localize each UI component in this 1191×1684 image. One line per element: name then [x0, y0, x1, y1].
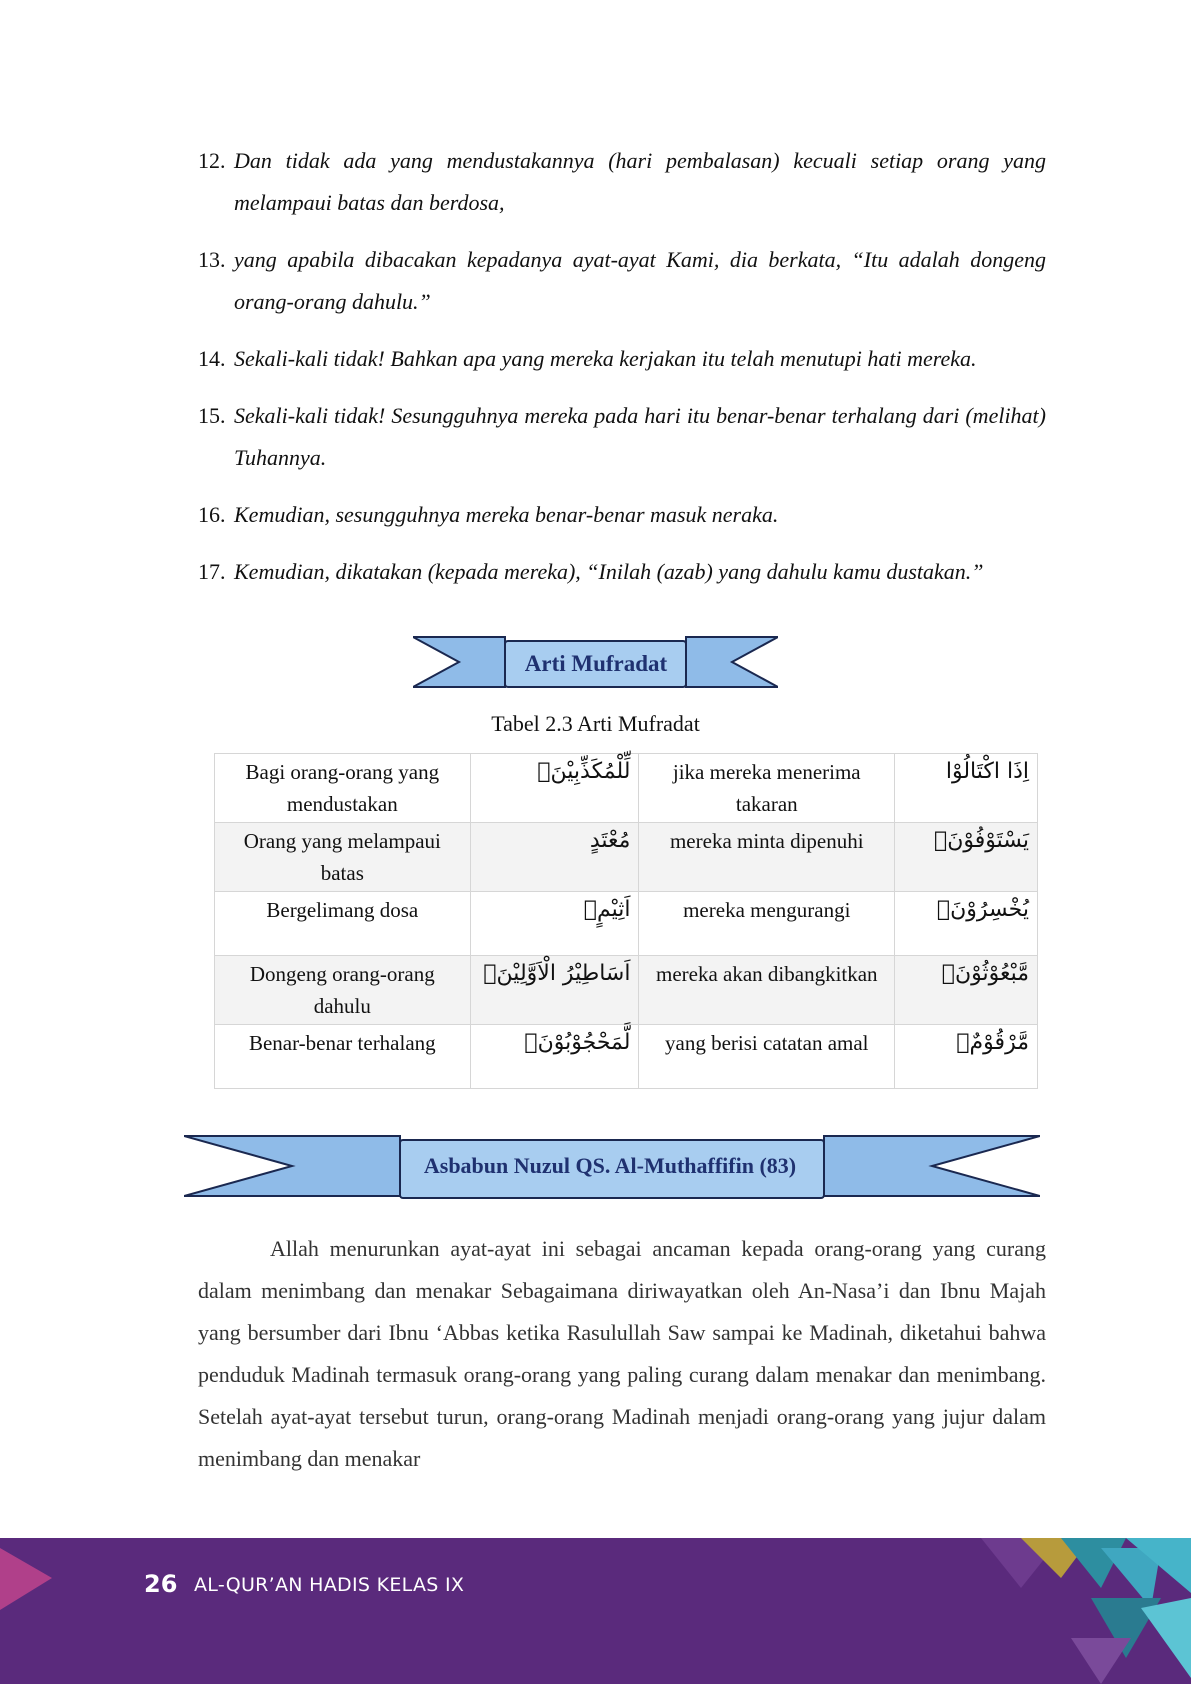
arabic-cell: يُخْسِرُوْنَۗ [895, 892, 1038, 956]
meaning-cell: yang berisi catatan amal [639, 1025, 895, 1089]
table-row [215, 892, 1038, 956]
verse-number: 14. [198, 346, 226, 371]
verse-text: yang apabila dibacakan kepadanya ayat-ayat Kami, dia berkata, “Itu adalah dongeng orang-orang dahulu.” [234, 247, 1046, 314]
meaning-cell: mereka akan dibangkitkan [639, 956, 895, 1025]
arabic-cell: اِذَا اكْتَالُوْا [895, 754, 1038, 823]
verse-number: 17. [198, 559, 226, 584]
vocabulary-table [214, 753, 1038, 1089]
meaning-cell: mereka minta dipenuhi [639, 823, 895, 892]
meaning-cell: jika mereka menerima takaran [639, 754, 895, 823]
table-row [215, 754, 1038, 823]
arabic-cell: اَسَاطِيْرُ الْاَوَّلِيْنَۗ [470, 956, 639, 1025]
paragraph-text: Allah menurunkan ayat-ayat ini sebagai ancaman kepada orang-orang yang curang dalam menimbang dan menakar Sebagaimana diriwayatkan oleh An-Nasa’i dan Ibnu Majah yang bersumber dari Ibnu ‘Abbas ketika Rasulullah Saw sampai ke Madinah, diketahui bahwa penduduk Madinah termasuk orang-orang yang paling curang dalam menakar dan menimbang. Setelah ayat-ayat tersebut turun, orang-orang Madinah menjadi orang-orang yang jujur dalam menimbang dan menakar [198, 1236, 1046, 1471]
meaning-cell: Benar-benar terhalang [215, 1025, 471, 1089]
triangle-decoration-icon [0, 1538, 60, 1618]
meaning-cell: Dongeng orang-orang dahulu [215, 956, 471, 1025]
verse-number: 12. [198, 148, 226, 173]
body-paragraph [198, 1228, 1046, 1480]
verse-number: 16. [198, 502, 226, 527]
page-number: 26 [144, 1570, 178, 1598]
arabic-cell: لَّمَحْجُوْبُوْنَۗ [470, 1025, 639, 1089]
arabic-cell: مُعْتَدٍ [470, 823, 639, 892]
meaning-cell: Bergelimang dosa [215, 892, 471, 956]
verse-item [198, 395, 1046, 479]
meaning-cell: Bagi orang-orang yang mendustakan [215, 754, 471, 823]
table-row [215, 956, 1038, 1025]
arabic-cell: لِّلْمُكَذِّبِيْنَۙ [470, 754, 639, 823]
verse-item [198, 338, 1046, 380]
verse-text: Dan tidak ada yang mendustakannya (hari pembalasan) kecuali setiap orang yang melampaui batas dan berdosa, [234, 148, 1046, 215]
page-footer [0, 1538, 1191, 1684]
verse-text: Sekali-kali tidak! Sesungguhnya mereka pada hari itu benar-benar terhalang dari (melihat) Tuhannya. [234, 403, 1046, 470]
verse-item [198, 239, 1046, 323]
verse-number: 13. [198, 247, 226, 272]
verse-item [198, 551, 1046, 593]
verse-number: 15. [198, 403, 226, 428]
arabic-cell: مَّبْعُوْثُوْنَۙ [895, 956, 1038, 1025]
arabic-cell: مَّرْقُوْمٌۙ [895, 1025, 1038, 1089]
verse-list [198, 140, 1046, 608]
geometric-decoration-icon [951, 1538, 1191, 1684]
verse-item [198, 494, 1046, 536]
verse-text: Kemudian, sesungguhnya mereka benar-benar masuk neraka. [234, 502, 779, 527]
verse-item [198, 140, 1046, 224]
book-title: AL-QUR’AN HADIS KELAS IX [194, 1574, 465, 1596]
verse-text: Kemudian, dikatakan (kepada mereka), “Inilah (azab) yang dahulu kamu dustakan.” [234, 559, 984, 584]
section-title: Arti Mufradat [524, 651, 668, 676]
table-caption: Tabel 2.3 Arti Mufradat [491, 711, 700, 736]
arabic-cell: اَثِيْمٍۙ [470, 892, 639, 956]
verse-text: Sekali-kali tidak! Bahkan apa yang mereka kerjakan itu telah menutupi hati mereka. [234, 346, 977, 371]
arabic-cell: يَسْتَوْفُوْنَۖ [895, 823, 1038, 892]
section-title: Asbabun Nuzul QS. Al-Muthaffifin (83) [423, 1153, 797, 1178]
table-row [215, 823, 1038, 892]
meaning-cell: Orang yang melampaui batas [215, 823, 471, 892]
section-banner-mufradat [413, 634, 778, 690]
table-row [215, 1025, 1038, 1089]
section-banner-asbabun-nuzul [184, 1132, 1040, 1210]
meaning-cell: mereka mengurangi [639, 892, 895, 956]
